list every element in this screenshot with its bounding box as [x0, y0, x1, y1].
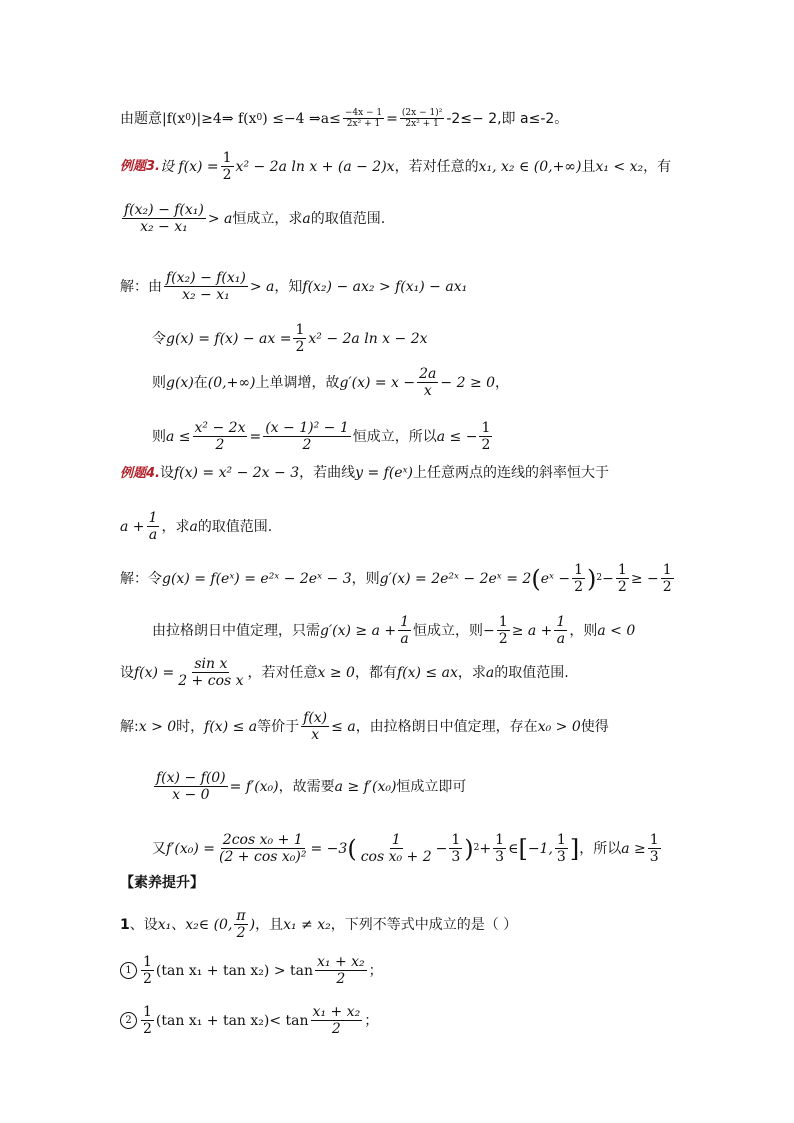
math: (tan x₁ + tan x₂) > tan [155, 962, 313, 979]
question-number: 1 [120, 916, 130, 933]
numerator: 1 [649, 832, 659, 848]
math: (0,+∞) [207, 374, 256, 391]
text: ； [368, 962, 383, 979]
math: f(x) ≤ ax [396, 664, 458, 681]
math: − [483, 622, 495, 639]
text: ，有 [643, 158, 672, 175]
fraction [221, 150, 234, 183]
text: 恒成立，所以 [352, 428, 437, 445]
text: 令 [152, 330, 166, 347]
text: 时， [176, 718, 205, 735]
text: 且 [581, 158, 596, 175]
section-heading [120, 876, 734, 890]
example-4 [120, 466, 734, 480]
math: g(x) = f(eˣ) = e²ˣ − 2eˣ − 3 [162, 570, 352, 587]
math: |f(x [162, 110, 186, 127]
text: 、 [171, 916, 186, 933]
numerator: 1 [662, 562, 672, 578]
denominator: 2 [222, 167, 232, 184]
denominator: 3 [451, 849, 461, 866]
denominator: 2 [215, 437, 225, 454]
text: ，都有 [354, 664, 397, 681]
math: x² − 2a ln x + (a − 2)x [235, 158, 395, 175]
math: x > 0 [138, 718, 177, 735]
numerator: 1 [391, 832, 401, 848]
paren: ) [587, 564, 597, 593]
denominator: 2 [662, 579, 672, 596]
denominator: 3 [495, 849, 505, 866]
text: 则 [152, 428, 166, 445]
numerator: 2cos x₀ + 1 [222, 832, 303, 848]
fraction [141, 954, 154, 987]
text: ，由拉格朗日中值定理，存在 [355, 718, 538, 735]
numerator: 1 [400, 614, 410, 630]
text: ，则 [569, 622, 598, 639]
math: ) [249, 916, 256, 933]
text: ，知 [274, 278, 303, 295]
solution-4-line-2 [152, 614, 734, 647]
text: ，所以 [579, 840, 622, 857]
math: f(x) = [134, 664, 175, 681]
math: a [189, 518, 198, 535]
numerator: 1 [495, 832, 505, 848]
math: + [479, 840, 492, 857]
denominator: 2x² + 1 [346, 119, 381, 130]
denominator: 2 [498, 631, 508, 648]
denominator: 2 [236, 925, 246, 942]
text: 设 [120, 664, 134, 681]
math: a ≤ [166, 428, 191, 445]
text: ，求 [457, 664, 486, 681]
math: a < 0 [597, 622, 636, 639]
numerator: 1 [498, 614, 508, 630]
fraction [193, 420, 248, 453]
numerator: 1 [143, 1004, 152, 1020]
math: f′(x₀) = [166, 840, 215, 857]
math: a + [120, 518, 145, 535]
fraction [661, 562, 674, 595]
denominator: a [400, 631, 409, 648]
sub: 0 [185, 113, 191, 124]
denominator: 3 [556, 849, 566, 866]
fraction [234, 908, 247, 941]
denominator: 2 [617, 579, 627, 596]
numerator: 2a [419, 366, 437, 382]
math: x₁ < x₂ [595, 158, 644, 175]
solution-5-line-2 [152, 770, 734, 803]
math: g(x) = f(x) − ax = [166, 330, 292, 347]
text: ，若对任意 [247, 664, 318, 681]
math: = −3 [310, 840, 348, 857]
text: 恒成立，求 [232, 210, 303, 227]
numerator: −4x − 1 [344, 108, 383, 118]
numerator: f(x) − f(0) [156, 770, 226, 786]
fraction [493, 832, 506, 865]
paren: ( [531, 564, 541, 593]
fraction [147, 510, 160, 543]
math: a ≤ − [436, 428, 478, 445]
math: g′(x) = 2e²ˣ − 2eˣ = 2 [379, 570, 532, 587]
math: f(x) = x² − 2x − 3 [173, 465, 300, 481]
math: f(x) ≤ a [204, 718, 258, 735]
math: ∈ (0, [198, 916, 233, 933]
text: 由题意 [120, 110, 162, 127]
numerator: 1 [481, 420, 491, 436]
math: g(x) [166, 374, 194, 391]
math: − 2 ≥ 0 [440, 374, 496, 391]
denominator: x [311, 727, 320, 744]
text: ，故需要 [278, 778, 335, 795]
math: x ≥ 0 [317, 664, 355, 681]
fraction [154, 770, 228, 803]
text: ，若对任意的 [394, 158, 479, 175]
text: 的取值范围. [197, 518, 273, 535]
math: y = f(eˣ) [355, 465, 414, 481]
paren: ( [347, 834, 357, 863]
math: ≥ − [630, 570, 659, 587]
text: 在 [193, 374, 208, 391]
numerator: 1 [295, 322, 305, 338]
numerator: 1 [143, 954, 152, 970]
numerator: f(x₂) − f(x₁) [166, 270, 246, 286]
text: ，若曲线 [299, 465, 356, 481]
text: 使得 [580, 718, 609, 735]
fraction [293, 322, 306, 355]
text: ， [495, 374, 510, 391]
solution-3-line-4 [152, 420, 734, 453]
math: − [435, 840, 448, 857]
circled-number: 1 [120, 962, 137, 979]
math: − [602, 570, 614, 587]
circled-number: 2 [120, 1012, 137, 1029]
example-label: 例题3. [120, 159, 160, 175]
option-1 [120, 954, 734, 987]
fraction [343, 108, 384, 130]
text: 恒成立 [413, 622, 456, 639]
solution-4-line-1 [120, 562, 734, 595]
numerator: 1 [222, 150, 232, 166]
text: ，则 [455, 622, 484, 639]
math: g′(x) ≥ a + [320, 622, 397, 639]
line-intro [120, 108, 734, 130]
solution-3-line-3 [152, 366, 734, 399]
denominator: 2 [574, 579, 584, 596]
text: 解：由 [120, 278, 162, 295]
math: x² − 2a ln x − 2x [308, 330, 428, 347]
denominator: (2 + cos x₀)² [218, 849, 307, 866]
denominator: 2 [336, 971, 346, 988]
option-2 [120, 1004, 734, 1037]
denominator: x₂ − x₁ [140, 219, 188, 236]
fraction [176, 656, 245, 689]
math: −1, [527, 840, 553, 857]
math: ∈ [508, 840, 519, 857]
fraction [359, 832, 434, 865]
numerator: (2x − 1)² [401, 108, 443, 118]
sub: 0 [256, 113, 263, 124]
text: ，求 [161, 518, 190, 535]
text: 则 [152, 374, 166, 391]
example-4-cont [120, 510, 734, 543]
math: a ≥ f′(x₀) [334, 778, 397, 795]
text: 、设 [129, 916, 158, 933]
exponent: 2 [596, 573, 603, 584]
math: eˣ − [540, 570, 571, 587]
text: ，则 [351, 570, 380, 587]
numerator: x₁ + x₂ [317, 954, 365, 970]
math: ≥ a + [511, 622, 553, 639]
fraction [164, 270, 248, 303]
numerator: 1 [451, 832, 461, 848]
math: f(x₂) − ax₂ > f(x₁) − ax₁ [302, 278, 468, 295]
denominator: 2 [143, 971, 152, 988]
fraction [555, 832, 568, 865]
math: x₁ ≠ x₂ [283, 916, 331, 933]
text: 又 [152, 840, 166, 857]
math: g′(x) = x − [339, 374, 416, 391]
numerator: π [236, 908, 246, 924]
math: ) ≤−4 ⇒a≤ [262, 110, 341, 127]
example-3-cont [120, 202, 734, 235]
solution-5-line-1 [120, 710, 734, 743]
text: 的取值范围. [494, 664, 569, 681]
solution-5-line-3 [152, 832, 734, 865]
math: > a [249, 278, 275, 295]
fraction [141, 1004, 154, 1037]
numerator: f(x) [303, 710, 328, 726]
fraction [572, 562, 585, 595]
numerator: x₁ + x₂ [312, 1004, 361, 1020]
solution-3-line-2 [152, 322, 734, 355]
question-1 [120, 908, 734, 941]
denominator: x − 0 [172, 787, 210, 804]
example-label: 例题4. [120, 465, 160, 481]
fraction [400, 108, 444, 130]
bracket: ] [569, 834, 580, 863]
math: (tan x₁ + tan x₂)< tan [155, 1012, 309, 1029]
text: ； [364, 1012, 379, 1029]
numerator: sin x [194, 656, 228, 672]
math: = f′(x₀) [229, 778, 279, 795]
fraction [398, 614, 411, 647]
math: a [485, 664, 495, 681]
fraction [263, 420, 351, 453]
fraction [479, 420, 492, 453]
denominator: 3 [649, 849, 659, 866]
text: ，下列不等式中成立的是（ ） [330, 916, 518, 933]
denominator: cos x₀ + 2 [360, 849, 432, 866]
fraction [554, 614, 567, 647]
fraction [616, 562, 629, 595]
math: x₂ [185, 916, 199, 933]
numerator: (x − 1)² − 1 [265, 420, 349, 436]
text: 解：令 [120, 570, 162, 587]
text: ，且 [255, 916, 284, 933]
text: 的取值范围. [310, 210, 386, 227]
exponent: 2 [473, 843, 480, 854]
solution-3-line-1 [120, 270, 734, 303]
numerator: f(x₂) − f(x₁) [124, 202, 204, 218]
math: = [249, 428, 262, 445]
text: 由拉格朗日中值定理，只需 [152, 622, 320, 639]
text: 上单调增，故 [255, 374, 340, 391]
fraction [449, 832, 462, 865]
example-3 [120, 150, 734, 183]
text: 上任意两点的连线的斜率恒大于 [413, 465, 610, 481]
numerator: 1 [556, 614, 566, 630]
numerator: x² − 2x [194, 420, 246, 436]
math: a [302, 210, 311, 227]
fraction [648, 832, 661, 865]
math: x₁ [157, 916, 172, 933]
section-title: 【素养提升】 [120, 875, 204, 891]
bracket: [ [518, 834, 528, 863]
math: x₁, x₂ ∈ (0,+∞) [478, 158, 582, 175]
denominator: 2x² + 1 [405, 119, 439, 130]
fraction [311, 1004, 363, 1037]
numerator: 1 [617, 562, 627, 578]
denominator: 2 [331, 1021, 341, 1038]
text: 恒成立即可 [396, 778, 467, 795]
denominator: 2 [143, 1021, 152, 1038]
math: x₀ > 0 [537, 718, 581, 735]
text: 解: [120, 718, 139, 735]
math: = [386, 110, 398, 127]
numerator: 1 [574, 562, 584, 578]
numerator: 1 [148, 510, 158, 526]
denominator: 2 [295, 339, 305, 356]
text: 等价于 [257, 718, 300, 735]
denominator: 2 [481, 437, 491, 454]
fraction [301, 710, 329, 743]
fraction [417, 366, 438, 399]
math: > a [207, 210, 233, 227]
numerator: 1 [556, 832, 566, 848]
denominator: a [556, 631, 566, 648]
math: 设 f(x) = [159, 158, 219, 175]
math: ≤ a [331, 718, 356, 735]
text: -2≤− 2,即 a≤-2。 [446, 110, 569, 127]
fraction [122, 202, 206, 235]
fraction [217, 832, 309, 865]
example-5 [120, 656, 734, 689]
math: )|≥4⇒ f(x [191, 110, 257, 127]
denominator: 2 [302, 437, 312, 454]
denominator: a [148, 527, 158, 544]
denominator: 2 + cos x [178, 673, 244, 690]
fraction [497, 614, 510, 647]
fraction [315, 954, 367, 987]
denominator: x [423, 383, 432, 400]
text: 设 [159, 465, 174, 481]
paren: ) [464, 834, 474, 863]
denominator: x₂ − x₁ [182, 287, 230, 304]
math: a ≥ [621, 840, 646, 857]
